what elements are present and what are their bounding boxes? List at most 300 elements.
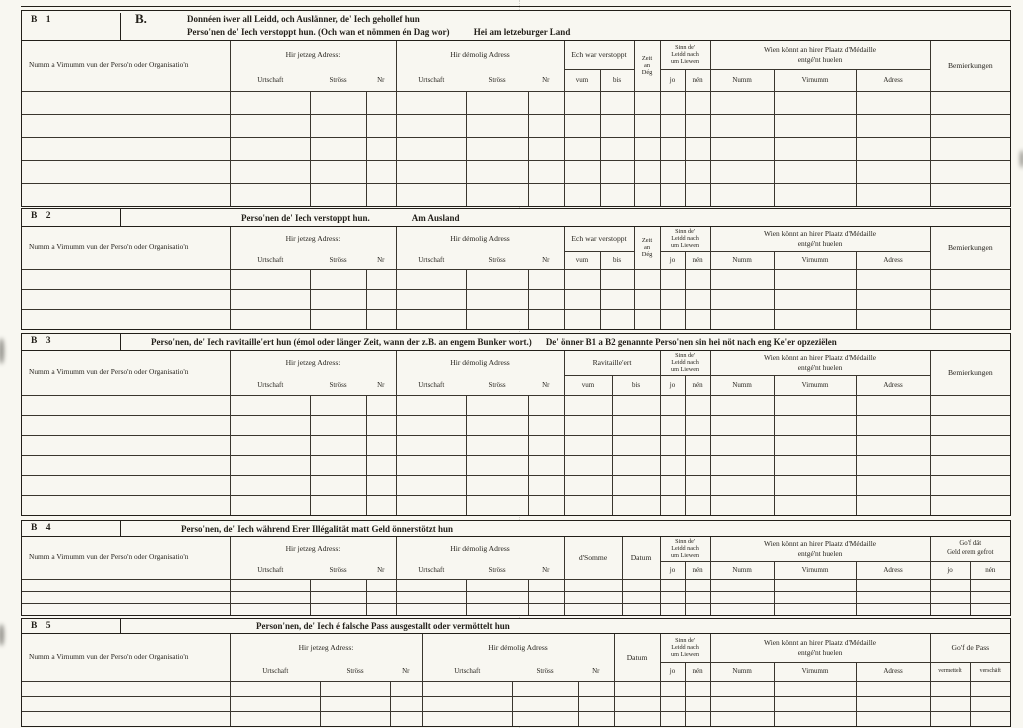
blank-cell bbox=[774, 591, 856, 603]
blank-row bbox=[22, 475, 1010, 495]
blank-cell bbox=[230, 415, 310, 435]
wien-line: entgé'nt huelen bbox=[797, 238, 843, 248]
blank-cell bbox=[578, 711, 614, 726]
blank-cell bbox=[366, 289, 396, 309]
blank-cell bbox=[600, 160, 634, 183]
wien-line: Wien könnt an hirer Plaatz d'Médaille bbox=[764, 353, 877, 363]
header-demolig-adress: Hir démolig Adress bbox=[396, 41, 564, 69]
blank-cell bbox=[660, 603, 685, 615]
blank-cell bbox=[856, 455, 930, 475]
section-b1-title-line2 bbox=[187, 26, 570, 39]
blank-cell bbox=[856, 289, 930, 309]
blank-cell bbox=[22, 579, 230, 591]
section-b1-title bbox=[187, 13, 570, 39]
header-adress: Adress bbox=[856, 561, 930, 579]
header-stross: Ströss bbox=[466, 251, 528, 269]
wien-line: entgé'nt huelen bbox=[797, 362, 843, 372]
header-urtschaft: Urtschaft bbox=[230, 662, 320, 681]
blank-cell bbox=[930, 696, 970, 711]
blank-cell bbox=[710, 681, 774, 696]
blank-cell bbox=[930, 579, 970, 591]
sinn-line: um Liewen bbox=[671, 552, 700, 560]
header-nen: nén bbox=[685, 375, 710, 395]
blank-cell bbox=[930, 183, 1010, 206]
blank-cell bbox=[600, 183, 634, 206]
header-nen: nén bbox=[685, 69, 710, 91]
blank-cell bbox=[856, 495, 930, 515]
blank-cell bbox=[310, 455, 366, 475]
sinn-line: Sinn de' bbox=[675, 538, 695, 546]
blank-cell bbox=[660, 289, 685, 309]
header-adress: Adress bbox=[856, 662, 930, 681]
blank-cell bbox=[230, 681, 320, 696]
header-virnumm: Virnumm bbox=[774, 375, 856, 395]
blank-cell bbox=[366, 435, 396, 455]
blank-cell bbox=[310, 603, 366, 615]
header-demolig-adress: Hir démolig Adress bbox=[396, 227, 564, 251]
header-jetzeg-adress: Hir jetzeg Adress: bbox=[230, 634, 422, 662]
header-jo: jo bbox=[660, 69, 685, 91]
blank-cell bbox=[230, 495, 310, 515]
header-urtschaft: Urtschaft bbox=[396, 69, 466, 91]
blank-cell bbox=[685, 475, 710, 495]
blank-cell bbox=[856, 711, 930, 726]
header-urtschaft: Urtschaft bbox=[396, 375, 466, 395]
header-nen: nén bbox=[685, 662, 710, 681]
section-b3 bbox=[21, 333, 1011, 516]
header-urtschaft: Urtschaft bbox=[396, 561, 466, 579]
blank-cell bbox=[466, 591, 528, 603]
blank-cell bbox=[774, 160, 856, 183]
blank-cell bbox=[528, 160, 564, 183]
blank-cell bbox=[612, 415, 660, 435]
zeit-line: Dég bbox=[641, 251, 653, 259]
blank-cell bbox=[230, 696, 320, 711]
blank-cell bbox=[930, 681, 970, 696]
section-b2-title: Perso'nen de' Iech verstoppt hun. bbox=[241, 212, 370, 223]
blank-cell bbox=[230, 269, 310, 289]
header-virnumm: Virnumm bbox=[774, 251, 856, 269]
sinn-line: um Liewen bbox=[671, 366, 700, 374]
blank-cell bbox=[660, 183, 685, 206]
header-ravitailleert: Ravitaille'ert bbox=[564, 351, 660, 375]
section-b5 bbox=[21, 618, 1011, 727]
blank-cell bbox=[710, 591, 774, 603]
blank-cell bbox=[310, 269, 366, 289]
blank-cell bbox=[466, 475, 528, 495]
blank-cell bbox=[230, 591, 310, 603]
section-b1-title-line1: Donnéen iwer all Leidd, och Auslänner, de' Iech gehollef hun bbox=[187, 14, 420, 24]
blank-cell bbox=[366, 395, 396, 415]
blank-cell bbox=[310, 579, 366, 591]
blank-cell bbox=[710, 455, 774, 475]
blank-cell bbox=[396, 455, 466, 475]
blank-cell bbox=[710, 711, 774, 726]
blank-cell bbox=[710, 603, 774, 615]
blank-cell bbox=[634, 114, 660, 137]
blank-cell bbox=[612, 495, 660, 515]
blank-cell bbox=[320, 681, 390, 696]
blank-cell bbox=[774, 455, 856, 475]
sinn-line: Sinn de' bbox=[675, 44, 695, 52]
sinn-line: Leidd nach bbox=[671, 545, 699, 553]
blank-cell bbox=[466, 183, 528, 206]
blank-cell bbox=[564, 137, 600, 160]
blank-row bbox=[22, 91, 1010, 114]
blank-cell bbox=[366, 495, 396, 515]
blank-cell bbox=[390, 696, 422, 711]
blank-cell bbox=[930, 455, 1010, 475]
blank-cell bbox=[600, 309, 634, 329]
header-numm: Numm bbox=[710, 662, 774, 681]
blank-row bbox=[22, 395, 1010, 415]
blank-cell bbox=[22, 495, 230, 515]
blank-row bbox=[22, 681, 1010, 696]
sinn-line: um Liewen bbox=[671, 58, 700, 66]
blank-cell bbox=[396, 579, 466, 591]
section-b3-id: B 3 bbox=[22, 334, 121, 350]
blank-cell bbox=[512, 681, 578, 696]
blank-cell bbox=[856, 475, 930, 495]
blank-cell bbox=[710, 91, 774, 114]
section-b1 bbox=[21, 10, 1011, 207]
blank-cell bbox=[774, 395, 856, 415]
blank-cell bbox=[930, 160, 1010, 183]
header-virnumm: Virnumm bbox=[774, 69, 856, 91]
header-wien-medaille bbox=[710, 41, 930, 69]
blank-cell bbox=[660, 395, 685, 415]
blank-cell bbox=[466, 137, 528, 160]
header-urtschaft: Urtschaft bbox=[230, 69, 310, 91]
header-jetzeg-adress: Hir jetzeg Adress: bbox=[230, 41, 396, 69]
header-name-col: Numm a Virnumm vun der Perso'n oder Organisatio'n bbox=[22, 537, 230, 579]
header-stross: Ströss bbox=[310, 69, 366, 91]
blank-cell bbox=[320, 696, 390, 711]
blank-cell bbox=[22, 696, 230, 711]
blank-row bbox=[22, 114, 1010, 137]
header-datum: Datum bbox=[622, 537, 660, 579]
blank-cell bbox=[22, 591, 230, 603]
blank-cell bbox=[320, 711, 390, 726]
header-bis: bis bbox=[600, 69, 634, 91]
header-jo: jo bbox=[660, 251, 685, 269]
header-stross: Ströss bbox=[320, 662, 390, 681]
blank-cell bbox=[22, 603, 230, 615]
blank-row bbox=[22, 711, 1010, 726]
blank-cell bbox=[22, 711, 230, 726]
blank-cell bbox=[310, 591, 366, 603]
blank-cell bbox=[366, 183, 396, 206]
blank-cell bbox=[930, 591, 970, 603]
blank-row bbox=[22, 435, 1010, 455]
blank-cell bbox=[612, 395, 660, 415]
header-datum: Datum bbox=[614, 634, 660, 681]
header-nr: Nr bbox=[366, 561, 396, 579]
blank-cell bbox=[564, 591, 622, 603]
blank-cell bbox=[22, 91, 230, 114]
blank-cell bbox=[710, 696, 774, 711]
blank-cell bbox=[528, 455, 564, 475]
header-sinn-leidd bbox=[660, 634, 710, 662]
blank-cell bbox=[310, 435, 366, 455]
blank-cell bbox=[710, 289, 774, 309]
blank-row bbox=[22, 591, 1010, 603]
blank-cell bbox=[230, 183, 310, 206]
header-jo: jo bbox=[660, 662, 685, 681]
header-urtschaft: Urtschaft bbox=[230, 251, 310, 269]
blank-cell bbox=[685, 455, 710, 475]
blank-cell bbox=[970, 591, 1010, 603]
blank-cell bbox=[310, 415, 366, 435]
header-nen: nén bbox=[685, 561, 710, 579]
blank-cell bbox=[528, 137, 564, 160]
blank-cell bbox=[366, 91, 396, 114]
blank-cell bbox=[710, 435, 774, 455]
blank-row bbox=[22, 603, 1010, 615]
blank-cell bbox=[230, 91, 310, 114]
blank-cell bbox=[856, 137, 930, 160]
blank-cell bbox=[396, 495, 466, 515]
header-nr: Nr bbox=[528, 375, 564, 395]
section-b4-table bbox=[22, 537, 1010, 615]
blank-cell bbox=[564, 415, 612, 435]
blank-cell bbox=[600, 289, 634, 309]
blank-cell bbox=[660, 475, 685, 495]
blank-cell bbox=[710, 160, 774, 183]
blank-row bbox=[22, 696, 1010, 711]
blank-cell bbox=[466, 91, 528, 114]
blank-cell bbox=[466, 160, 528, 183]
blank-cell bbox=[856, 114, 930, 137]
blank-cell bbox=[230, 435, 310, 455]
blank-cell bbox=[466, 114, 528, 137]
section-b2-title-right: Am Ausland bbox=[411, 212, 460, 223]
header-ech-war-verstoppt: Ech war verstoppt bbox=[564, 41, 634, 69]
blank-cell bbox=[685, 114, 710, 137]
blank-cell bbox=[660, 711, 685, 726]
zeit-line: Zeit bbox=[641, 54, 653, 62]
blank-cell bbox=[970, 681, 1010, 696]
blank-cell bbox=[564, 395, 612, 415]
blank-cell bbox=[685, 289, 710, 309]
blank-cell bbox=[466, 415, 528, 435]
section-b3-title: Perso'nen, de' Iech ravitaille'ert hun (émol oder länger Zeit, wann der z.B. an engem Bunker wort.) bbox=[151, 337, 532, 347]
blank-cell bbox=[685, 415, 710, 435]
blank-cell bbox=[528, 269, 564, 289]
blank-cell bbox=[600, 137, 634, 160]
blank-cell bbox=[930, 309, 1010, 329]
blank-cell bbox=[366, 114, 396, 137]
header-demolig-adress: Hir démolig Adress bbox=[396, 537, 564, 561]
blank-cell bbox=[422, 681, 512, 696]
header-urtschaft: Urtschaft bbox=[230, 375, 310, 395]
header-demolig-adress: Hir démolig Adress bbox=[422, 634, 614, 662]
section-b1-title-right: Hei am letzeburger Land bbox=[473, 27, 571, 38]
blank-cell bbox=[612, 475, 660, 495]
blank-cell bbox=[774, 137, 856, 160]
blank-cell bbox=[660, 455, 685, 475]
blank-cell bbox=[685, 309, 710, 329]
blank-cell bbox=[660, 696, 685, 711]
blank-cell bbox=[856, 415, 930, 435]
header-sinn-leidd bbox=[660, 41, 710, 69]
blank-row bbox=[22, 269, 1010, 289]
header-vum: vum bbox=[564, 375, 612, 395]
blank-cell bbox=[528, 579, 564, 591]
sinn-line: Leidd nach bbox=[671, 644, 699, 652]
blank-cell bbox=[528, 415, 564, 435]
blank-cell bbox=[22, 309, 230, 329]
blank-cell bbox=[634, 269, 660, 289]
blank-cell bbox=[612, 435, 660, 455]
sinn-line: um Liewen bbox=[671, 242, 700, 250]
blank-cell bbox=[710, 183, 774, 206]
blank-row bbox=[22, 289, 1010, 309]
header-numm: Numm bbox=[710, 251, 774, 269]
blank-cell bbox=[528, 114, 564, 137]
blank-cell bbox=[600, 91, 634, 114]
sinn-line: Leidd nach bbox=[671, 235, 699, 243]
header-nen: nén bbox=[685, 251, 710, 269]
header-stross: Ströss bbox=[512, 662, 578, 681]
blank-cell bbox=[634, 160, 660, 183]
blank-row bbox=[22, 183, 1010, 206]
header-vermettelt: vermettelt bbox=[930, 662, 970, 681]
blank-cell bbox=[22, 435, 230, 455]
header-bemierkungen: Bemierkungen bbox=[930, 227, 1010, 269]
section-b2 bbox=[21, 208, 1011, 330]
blank-cell bbox=[366, 269, 396, 289]
blank-cell bbox=[366, 309, 396, 329]
blank-cell bbox=[930, 114, 1010, 137]
blank-cell bbox=[774, 495, 856, 515]
header-jetzeg-adress: Hir jetzeg Adress: bbox=[230, 537, 396, 561]
blank-cell bbox=[634, 183, 660, 206]
blank-cell bbox=[22, 475, 230, 495]
blank-cell bbox=[685, 137, 710, 160]
blank-cell bbox=[856, 579, 930, 591]
blank-cell bbox=[710, 495, 774, 515]
blank-cell bbox=[396, 269, 466, 289]
blank-cell bbox=[856, 309, 930, 329]
blank-cell bbox=[564, 435, 612, 455]
blank-cell bbox=[774, 114, 856, 137]
blank-cell bbox=[774, 435, 856, 455]
zeit-line: an bbox=[644, 62, 651, 70]
blank-cell bbox=[774, 415, 856, 435]
blank-cell bbox=[310, 289, 366, 309]
blank-cell bbox=[930, 603, 970, 615]
blank-cell bbox=[622, 579, 660, 591]
blank-cell bbox=[528, 289, 564, 309]
blank-cell bbox=[685, 603, 710, 615]
header-numm: Numm bbox=[710, 375, 774, 395]
blank-cell bbox=[970, 603, 1010, 615]
blank-cell bbox=[660, 681, 685, 696]
gof-line: Geld erem gefrot bbox=[947, 548, 994, 556]
blank-cell bbox=[396, 591, 466, 603]
section-b1-table bbox=[22, 41, 1010, 206]
header-wien-medaille bbox=[710, 537, 930, 561]
blank-cell bbox=[22, 269, 230, 289]
header-nr: Nr bbox=[366, 69, 396, 91]
blank-cell bbox=[660, 579, 685, 591]
blank-cell bbox=[396, 309, 466, 329]
header-nr: Nr bbox=[528, 561, 564, 579]
blank-cell bbox=[856, 591, 930, 603]
header-bis: bis bbox=[612, 375, 660, 395]
blank-cell bbox=[685, 681, 710, 696]
blank-cell bbox=[856, 91, 930, 114]
blank-cell bbox=[466, 455, 528, 475]
blank-cell bbox=[660, 137, 685, 160]
blank-cell bbox=[466, 579, 528, 591]
blank-cell bbox=[710, 137, 774, 160]
blank-cell bbox=[466, 603, 528, 615]
blank-cell bbox=[396, 415, 466, 435]
blank-cell bbox=[230, 137, 310, 160]
blank-cell bbox=[930, 137, 1010, 160]
top-double-rule bbox=[21, 6, 1011, 7]
blank-row bbox=[22, 309, 1010, 329]
blank-cell bbox=[396, 435, 466, 455]
blank-cell bbox=[366, 455, 396, 475]
blank-cell bbox=[930, 711, 970, 726]
blank-cell bbox=[422, 711, 512, 726]
scan-smudge bbox=[0, 338, 4, 364]
blank-cell bbox=[466, 435, 528, 455]
blank-cell bbox=[528, 603, 564, 615]
blank-cell bbox=[685, 395, 710, 415]
section-b4-id: B 4 bbox=[22, 521, 121, 536]
blank-cell bbox=[230, 114, 310, 137]
blank-cell bbox=[310, 183, 366, 206]
blank-cell bbox=[390, 681, 422, 696]
header-adress: Adress bbox=[856, 251, 930, 269]
blank-cell bbox=[310, 395, 366, 415]
blank-cell bbox=[230, 711, 320, 726]
header-stross: Ströss bbox=[310, 561, 366, 579]
blank-cell bbox=[774, 711, 856, 726]
blank-cell bbox=[970, 579, 1010, 591]
blank-cell bbox=[564, 289, 600, 309]
blank-cell bbox=[774, 289, 856, 309]
header-sinn-leidd bbox=[660, 227, 710, 251]
blank-cell bbox=[466, 309, 528, 329]
blank-cell bbox=[856, 681, 930, 696]
blank-cell bbox=[230, 289, 310, 309]
blank-cell bbox=[396, 114, 466, 137]
wien-line: Wien könnt an hirer Plaatz d'Médaille bbox=[764, 539, 877, 549]
blank-cell bbox=[614, 711, 660, 726]
header-name-col: Numm a Virnumm vun der Perso'n oder Organisatio'n bbox=[22, 634, 230, 681]
blank-cell bbox=[564, 114, 600, 137]
header-bemierkungen: Bemierkungen bbox=[930, 41, 1010, 91]
blank-cell bbox=[564, 455, 612, 475]
header-zeit-an-deg bbox=[634, 227, 660, 269]
blank-cell bbox=[660, 415, 685, 435]
blank-cell bbox=[310, 309, 366, 329]
blank-cell bbox=[634, 289, 660, 309]
blank-cell bbox=[930, 475, 1010, 495]
blank-cell bbox=[685, 591, 710, 603]
header-numm: Numm bbox=[710, 69, 774, 91]
blank-cell bbox=[930, 435, 1010, 455]
section-b4-title: Perso'nen, de' Iech während Erer Illégalität matt Geld önnerstötzt hun bbox=[181, 523, 453, 534]
blank-cell bbox=[660, 309, 685, 329]
blank-cell bbox=[710, 579, 774, 591]
header-urtschaft: Urtschaft bbox=[422, 662, 512, 681]
